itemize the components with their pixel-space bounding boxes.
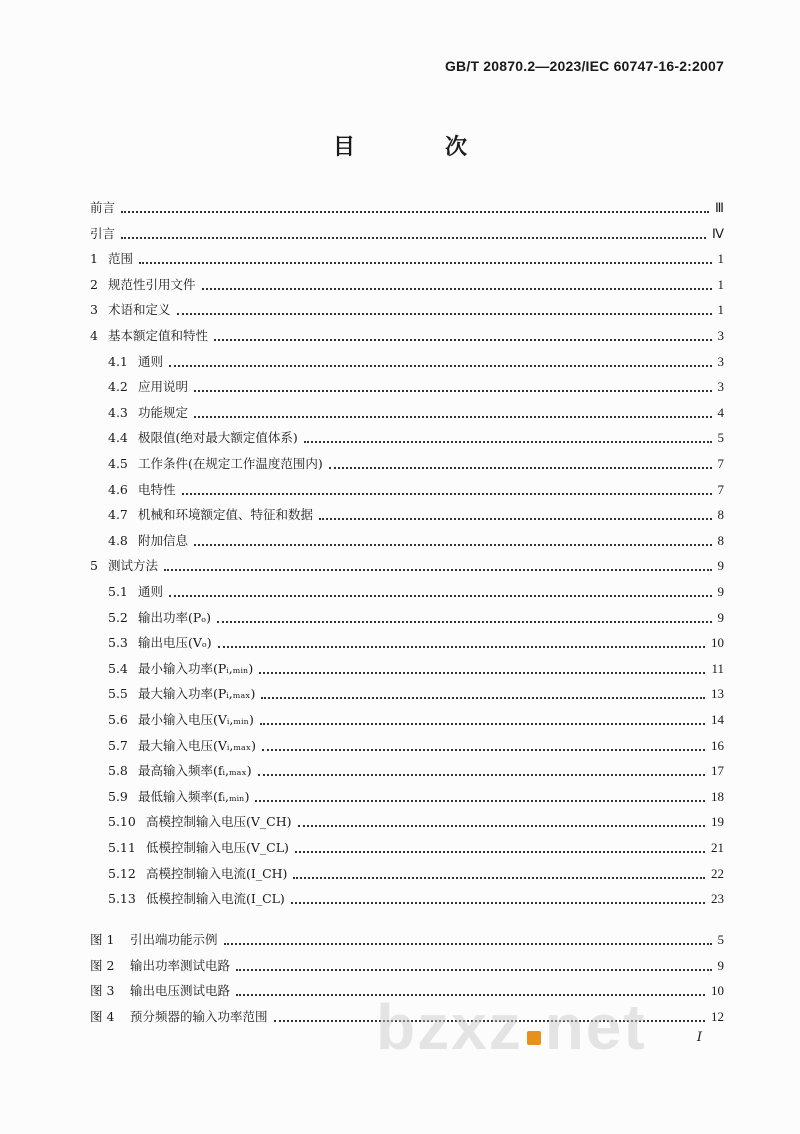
toc-entry[interactable] xyxy=(0,710,800,730)
entry-page: 16 xyxy=(711,737,724,753)
entry-page: 19 xyxy=(711,814,724,830)
toc-entry[interactable] xyxy=(0,787,800,807)
toc-entry[interactable] xyxy=(0,684,800,704)
entry-label: 低模控制输入电流(I_CL) xyxy=(146,891,285,907)
entry-label: 功能规定 xyxy=(138,404,189,420)
entry-label: 高模控制输入电流(I_CH) xyxy=(146,865,288,881)
entry-page: 8 xyxy=(717,507,724,523)
dot-leader xyxy=(291,902,705,904)
entry-page: 10 xyxy=(711,635,724,651)
entry-label: 引言 xyxy=(90,225,116,241)
toc-entry[interactable] xyxy=(0,556,800,576)
entry-page: 12 xyxy=(711,1008,724,1024)
dot-leader xyxy=(304,441,712,443)
dot-leader xyxy=(139,262,712,264)
entry-number: 图 4 xyxy=(90,1008,115,1024)
dot-leader xyxy=(164,569,712,571)
entry-label: 预分频器的输入功率范围 xyxy=(130,1008,268,1024)
entry-number: 5.1 xyxy=(108,584,128,599)
toc-entry[interactable] xyxy=(0,300,800,320)
toc-entry[interactable] xyxy=(0,275,800,295)
toc-entry[interactable] xyxy=(0,761,800,781)
entry-label: 极限值(绝对最大额定值体系) xyxy=(138,430,298,446)
entry-number: 5.13 xyxy=(108,891,136,907)
toc-entry[interactable] xyxy=(0,582,800,602)
dot-leader xyxy=(202,288,712,290)
entry-label: 引出端功能示例 xyxy=(130,932,218,947)
entry-label: 前言 xyxy=(90,200,116,215)
entry-label: 最小输入功率(Pᵢ,ₘᵢₙ) xyxy=(138,660,254,676)
entry-number: 3 xyxy=(90,302,98,318)
entry-number: 4.2 xyxy=(108,379,128,395)
entry-page: 3 xyxy=(717,328,724,343)
dot-leader xyxy=(255,800,705,802)
entry-label: 测试方法 xyxy=(108,558,159,574)
toc-entry[interactable] xyxy=(0,352,800,372)
entry-page: 5 xyxy=(717,430,724,446)
dot-leader xyxy=(214,339,712,341)
watermark-left: bzxz xyxy=(376,991,523,1063)
dot-leader xyxy=(260,723,705,725)
toc-entry[interactable] xyxy=(0,633,800,653)
entry-number: 5.4 xyxy=(108,660,128,676)
entry-label: 低模控制输入电压(V_CL) xyxy=(146,840,289,855)
entry-number: 2 xyxy=(90,276,98,292)
entry-number: 5.8 xyxy=(108,763,128,779)
page-title: 目 次 xyxy=(332,135,501,160)
entry-page: 4 xyxy=(717,404,724,420)
entry-number: 5.5 xyxy=(108,686,128,702)
dot-leader xyxy=(194,390,712,392)
entry-page: Ⅳ xyxy=(712,225,724,241)
dot-leader xyxy=(194,544,712,546)
entry-page: Ⅲ xyxy=(715,200,724,215)
toc-entry[interactable] xyxy=(0,889,800,909)
entry-number: 4.4 xyxy=(108,430,128,446)
dot-leader xyxy=(169,365,712,367)
entry-page: 1 xyxy=(717,302,724,318)
dot-leader xyxy=(121,237,706,239)
entry-number: 5.12 xyxy=(108,865,136,881)
entry-page: 5 xyxy=(717,932,724,947)
entry-label: 输出电压(Vₒ) xyxy=(138,635,212,651)
entry-label: 最大输入电压(Vᵢ,ₘₐₓ) xyxy=(138,737,257,753)
entry-page: 3 xyxy=(717,379,724,395)
entry-number: 5.11 xyxy=(108,840,136,855)
entry-page: 14 xyxy=(711,712,724,727)
dot-leader xyxy=(224,943,712,945)
entry-number: 图 2 xyxy=(90,957,115,973)
entry-label: 最小输入电压(Vᵢ,ₘᵢₙ) xyxy=(138,712,254,727)
figure-entry[interactable] xyxy=(0,930,800,950)
entry-page: 1 xyxy=(717,276,724,292)
dot-leader xyxy=(329,467,712,469)
toc-entry[interactable] xyxy=(0,326,800,346)
dot-leader xyxy=(295,851,705,853)
toc-entry[interactable] xyxy=(0,224,800,244)
toc-entry[interactable] xyxy=(0,659,800,679)
entry-number: 4.1 xyxy=(108,353,128,369)
entry-label: 规范性引用文件 xyxy=(108,276,196,292)
dot-leader xyxy=(293,877,705,879)
entry-label: 范围 xyxy=(108,251,134,267)
page-number: I xyxy=(696,1030,702,1045)
toc-entry[interactable] xyxy=(0,428,800,448)
figure-entry[interactable] xyxy=(0,956,800,976)
entry-label: 最高输入频率(fᵢ,ₘₐₓ) xyxy=(138,763,252,779)
entry-page: 3 xyxy=(717,353,724,369)
entry-number: 4.7 xyxy=(108,507,128,523)
dot-leader xyxy=(236,969,712,971)
entry-number: 4.3 xyxy=(108,404,128,420)
entry-label: 通则 xyxy=(138,584,164,599)
entry-number: 4 xyxy=(90,328,98,343)
toc-entry[interactable] xyxy=(0,736,800,756)
toc-entry[interactable] xyxy=(0,403,800,423)
entry-number: 5.7 xyxy=(108,737,128,753)
entry-page: 8 xyxy=(717,532,724,548)
entry-number: 图 3 xyxy=(90,983,115,998)
toc-entry[interactable] xyxy=(0,864,800,884)
toc-entry[interactable] xyxy=(0,480,800,500)
entry-page: 11 xyxy=(711,660,724,676)
entry-label: 最大输入功率(Pᵢ,ₘₐₓ) xyxy=(138,686,256,702)
watermark-dot xyxy=(527,1031,541,1045)
entry-page: 7 xyxy=(717,456,724,471)
entry-label: 应用说明 xyxy=(138,379,189,395)
entry-page: 17 xyxy=(711,763,724,779)
toc-entry[interactable] xyxy=(0,608,800,628)
entry-label: 电特性 xyxy=(138,481,176,497)
dot-leader xyxy=(182,493,712,495)
dot-leader xyxy=(258,774,705,776)
entry-label: 最低输入频率(fᵢ,ₘᵢₙ) xyxy=(138,788,250,804)
entry-number: 5.10 xyxy=(108,814,136,830)
entry-page: 18 xyxy=(711,788,724,804)
entry-label: 机械和环境额定值、特征和数据 xyxy=(138,507,314,523)
toc-entry[interactable] xyxy=(0,505,800,525)
entry-number: 5 xyxy=(90,558,98,574)
dot-leader xyxy=(259,672,705,674)
dot-leader xyxy=(217,621,712,623)
entry-page: 9 xyxy=(717,957,724,973)
toc-entry[interactable] xyxy=(0,531,800,551)
entry-label: 工作条件(在规定工作温度范围内) xyxy=(138,456,323,471)
entry-label: 输出电压测试电路 xyxy=(130,983,231,998)
entry-number: 5.2 xyxy=(108,609,128,625)
entry-number: 1 xyxy=(90,251,98,267)
entry-page: 1 xyxy=(717,251,724,267)
toc-entry[interactable] xyxy=(0,198,800,218)
entry-label: 通则 xyxy=(138,353,164,369)
watermark xyxy=(376,990,647,1064)
dot-leader xyxy=(218,646,705,648)
entry-label: 输出功率测试电路 xyxy=(130,957,231,973)
entry-page: 9 xyxy=(717,558,724,574)
entry-page: 9 xyxy=(717,609,724,625)
entry-number: 4.8 xyxy=(108,532,128,548)
dot-leader xyxy=(177,313,712,315)
dot-leader xyxy=(194,416,712,418)
entry-label: 高模控制输入电压(V_CH) xyxy=(146,814,292,830)
entry-page: 9 xyxy=(717,584,724,599)
toc-entry[interactable] xyxy=(0,838,800,858)
toc-entry[interactable] xyxy=(0,812,800,832)
dot-leader xyxy=(262,749,705,751)
dot-leader xyxy=(261,697,705,699)
entry-page: 7 xyxy=(717,481,724,497)
standard-code: GB/T 20870.2—2023/IEC 60747-16-2:2007 xyxy=(444,58,724,74)
dot-leader xyxy=(319,518,712,520)
entry-page: 10 xyxy=(711,983,724,998)
watermark-right: net xyxy=(544,991,647,1063)
toc-entry[interactable] xyxy=(0,454,800,474)
dot-leader xyxy=(121,211,709,213)
entry-number: 5.3 xyxy=(108,635,128,651)
entry-page: 21 xyxy=(711,840,724,855)
entry-number: 4.6 xyxy=(108,481,128,497)
entry-label: 输出功率(Pₒ) xyxy=(138,609,211,625)
entry-page: 22 xyxy=(711,865,724,881)
entry-number: 图 1 xyxy=(90,932,115,947)
toc-entry[interactable] xyxy=(0,377,800,397)
toc-entry[interactable] xyxy=(0,249,800,269)
entry-number: 5.6 xyxy=(108,712,128,727)
entry-label: 基本额定值和特性 xyxy=(108,328,209,343)
entry-label: 附加信息 xyxy=(138,532,189,548)
dot-leader xyxy=(169,595,712,597)
entry-number: 5.9 xyxy=(108,788,128,804)
dot-leader xyxy=(298,825,705,827)
entry-label: 术语和定义 xyxy=(108,302,171,318)
entry-number: 4.5 xyxy=(108,456,128,471)
entry-page: 13 xyxy=(711,686,724,702)
entry-page: 23 xyxy=(711,891,724,907)
